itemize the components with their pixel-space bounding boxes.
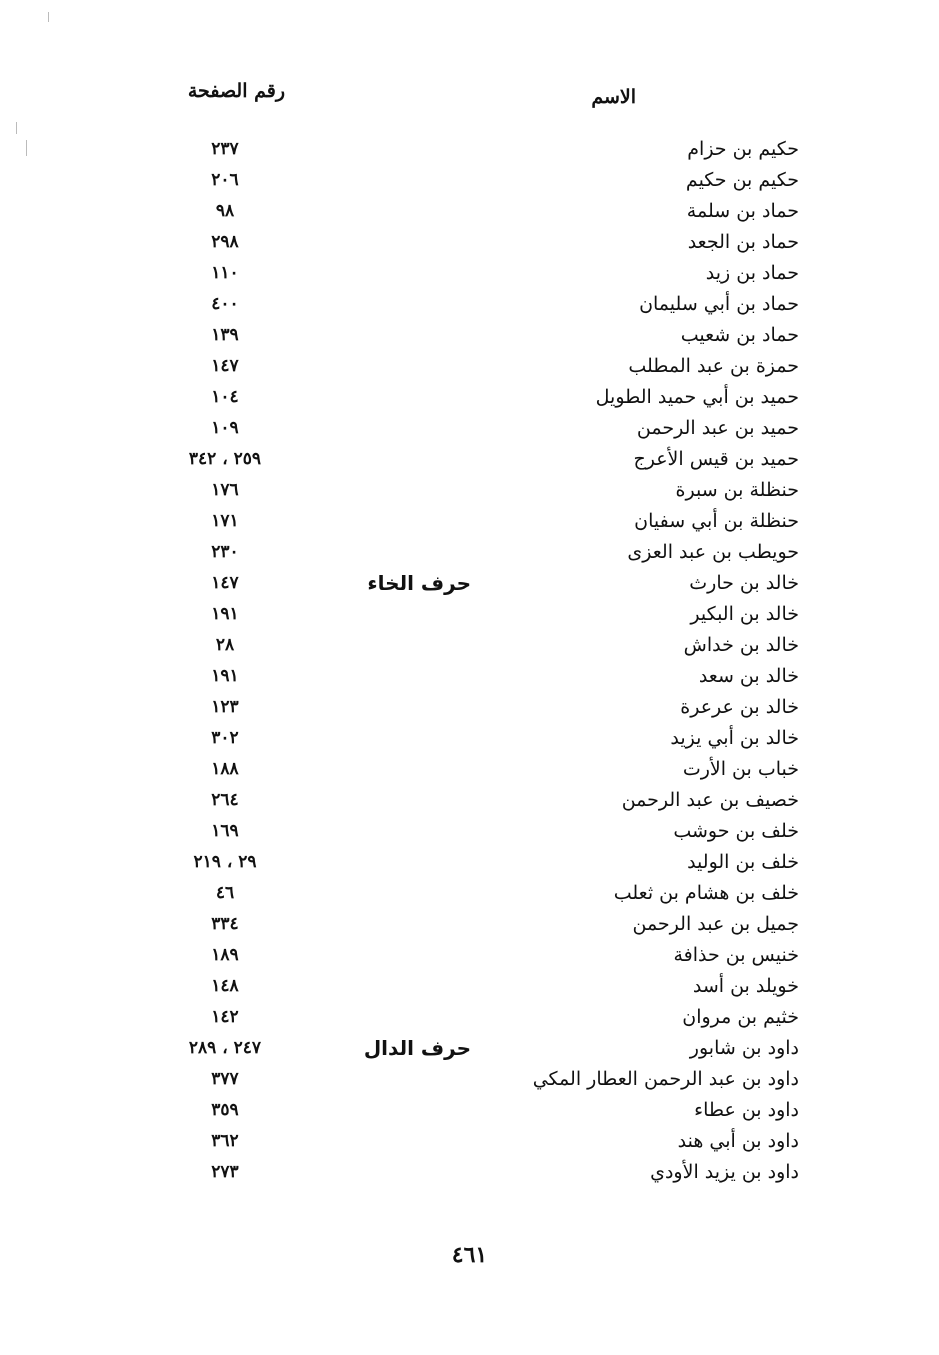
page-reference: ١٣٩ bbox=[211, 325, 239, 345]
page-reference: ١٩١ bbox=[211, 666, 239, 686]
index-row bbox=[0, 1002, 939, 1033]
person-name: حكيم بن حكيم bbox=[685, 169, 799, 191]
person-name: داود بن أبي هند bbox=[677, 1130, 799, 1152]
index-row bbox=[0, 1064, 939, 1095]
index-row bbox=[0, 723, 939, 754]
page-reference: ١٧١ bbox=[211, 511, 239, 531]
index-row bbox=[0, 940, 939, 971]
index-row bbox=[0, 289, 939, 320]
person-name: حماد بن الجعد bbox=[687, 231, 799, 253]
person-name: خويلد بن أسد bbox=[692, 975, 799, 997]
page-reference: ٢٥٩ ، ٣٤٢ bbox=[188, 449, 262, 469]
page-reference: ١٤٧ bbox=[211, 573, 239, 593]
page-reference: ٢٦٤ bbox=[211, 790, 239, 810]
index-row bbox=[0, 816, 939, 847]
section-heading: حرف الخاء bbox=[367, 571, 471, 595]
person-name: خالد بن البكير bbox=[690, 603, 799, 625]
person-name: خالد بن أبي يزيد bbox=[670, 727, 799, 749]
person-name: حنظلة بن سبرة bbox=[675, 479, 799, 501]
index-row bbox=[0, 878, 939, 909]
name-column-header: الاسم bbox=[591, 86, 636, 108]
person-name: خلف بن حوشب bbox=[673, 820, 799, 842]
person-name: داود بن شابور bbox=[689, 1037, 799, 1059]
person-name: حماد بن أبي سليمان bbox=[639, 293, 799, 315]
page-reference: ١٠٩ bbox=[211, 418, 239, 438]
person-name: حمزة بن عبد المطلب bbox=[628, 355, 799, 377]
person-name: حماد بن زيد bbox=[705, 262, 799, 284]
page-reference: ٤٠٠ bbox=[211, 294, 239, 314]
person-name: خالد بن عرعرة bbox=[680, 696, 799, 718]
index-row bbox=[0, 971, 939, 1002]
scan-mark bbox=[16, 122, 17, 134]
index-row bbox=[0, 568, 939, 599]
page-reference: ١٠٤ bbox=[211, 387, 239, 407]
page-column-header: رقم الصفحة bbox=[187, 80, 285, 102]
page-reference: ٢٧٣ bbox=[211, 1162, 239, 1182]
person-name: حميد بن أبي حميد الطويل bbox=[595, 386, 799, 408]
index-row bbox=[0, 661, 939, 692]
person-name: جميل بن عبد الرحمن bbox=[632, 913, 799, 935]
person-name: خصيف بن عبد الرحمن bbox=[621, 789, 799, 811]
index-row bbox=[0, 227, 939, 258]
person-name: حويطب بن عبد العزى bbox=[627, 541, 799, 563]
person-name: حكيم بن حزام bbox=[687, 138, 799, 160]
page-number: ٤٦١ bbox=[451, 1242, 488, 1268]
index-row bbox=[0, 785, 939, 816]
page-reference: ٤٦ bbox=[215, 883, 235, 903]
index-row bbox=[0, 847, 939, 878]
person-name: خالد بن خداش bbox=[683, 634, 799, 656]
person-name: حنظلة بن أبي سفيان bbox=[634, 510, 799, 532]
page-reference: ٢٩٨ bbox=[211, 232, 239, 252]
index-row bbox=[0, 599, 939, 630]
page-reference: ٣٦٢ bbox=[211, 1131, 239, 1151]
index-row bbox=[0, 475, 939, 506]
person-name: حميد بن قيس الأعرج bbox=[633, 448, 799, 470]
index-row bbox=[0, 909, 939, 940]
person-name: خالد بن سعد bbox=[698, 665, 799, 687]
page-reference: ٣٣٤ bbox=[211, 914, 239, 934]
page-reference: ١٩١ bbox=[211, 604, 239, 624]
page-reference: ٢٤٧ ، ٢٨٩ bbox=[188, 1038, 262, 1058]
page-reference: ٢٣٠ bbox=[211, 542, 239, 562]
index-row bbox=[0, 444, 939, 475]
index-row bbox=[0, 413, 939, 444]
index-row bbox=[0, 1095, 939, 1126]
index-row bbox=[0, 537, 939, 568]
page-reference: ٢٠٦ bbox=[211, 170, 239, 190]
index-row bbox=[0, 1033, 939, 1064]
page-reference: ١٤٧ bbox=[211, 356, 239, 376]
index-row bbox=[0, 506, 939, 537]
person-name: خلف بن هشام بن ثعلب bbox=[613, 882, 799, 904]
page-reference: ١٦٩ bbox=[211, 821, 239, 841]
index-row bbox=[0, 165, 939, 196]
index-entries bbox=[0, 134, 939, 1188]
index-row bbox=[0, 258, 939, 289]
page-reference: ١٨٨ bbox=[211, 759, 239, 779]
page-reference: ٩٨ bbox=[215, 201, 235, 221]
person-name: داود بن عطاء bbox=[694, 1099, 799, 1121]
person-name: خباب بن الأرت bbox=[682, 758, 799, 780]
page-reference: ٢٨ bbox=[215, 635, 235, 655]
page-reference: ١١٠ bbox=[211, 263, 239, 283]
index-row bbox=[0, 692, 939, 723]
index-row bbox=[0, 754, 939, 785]
page-reference: ٢٩ ، ٢١٩ bbox=[193, 852, 257, 872]
page-reference: ١٤٢ bbox=[211, 1007, 239, 1027]
person-name: حميد بن عبد الرحمن bbox=[636, 417, 799, 439]
page-reference: ١٤٨ bbox=[211, 976, 239, 996]
person-name: خلف بن الوليد bbox=[687, 851, 799, 873]
index-row bbox=[0, 382, 939, 413]
index-row bbox=[0, 196, 939, 227]
index-row bbox=[0, 320, 939, 351]
index-row bbox=[0, 134, 939, 165]
page-reference: ٢٣٧ bbox=[211, 139, 239, 159]
scan-mark bbox=[48, 12, 49, 22]
page-reference: ١٢٣ bbox=[211, 697, 239, 717]
page-reference: ٣٧٧ bbox=[211, 1069, 239, 1089]
index-row bbox=[0, 351, 939, 382]
page-reference: ١٨٩ bbox=[211, 945, 239, 965]
index-row bbox=[0, 630, 939, 661]
index-row bbox=[0, 1126, 939, 1157]
section-heading: حرف الدال bbox=[363, 1036, 471, 1060]
person-name: خثيم بن مروان bbox=[682, 1006, 799, 1028]
index-row bbox=[0, 1157, 939, 1188]
person-name: حماد بن شعيب bbox=[680, 324, 799, 346]
page-reference: ١٧٦ bbox=[211, 480, 239, 500]
person-name: خنيس بن حذافة bbox=[673, 944, 799, 966]
person-name: حماد بن سلمة bbox=[686, 200, 799, 222]
page-reference: ٣٠٢ bbox=[211, 728, 239, 748]
person-name: داود بن عبد الرحمن العطار المكي bbox=[532, 1068, 799, 1090]
person-name: خالد بن حارث bbox=[689, 572, 799, 594]
person-name: داود بن يزيد الأودي bbox=[650, 1161, 799, 1183]
page-reference: ٣٥٩ bbox=[211, 1100, 239, 1120]
